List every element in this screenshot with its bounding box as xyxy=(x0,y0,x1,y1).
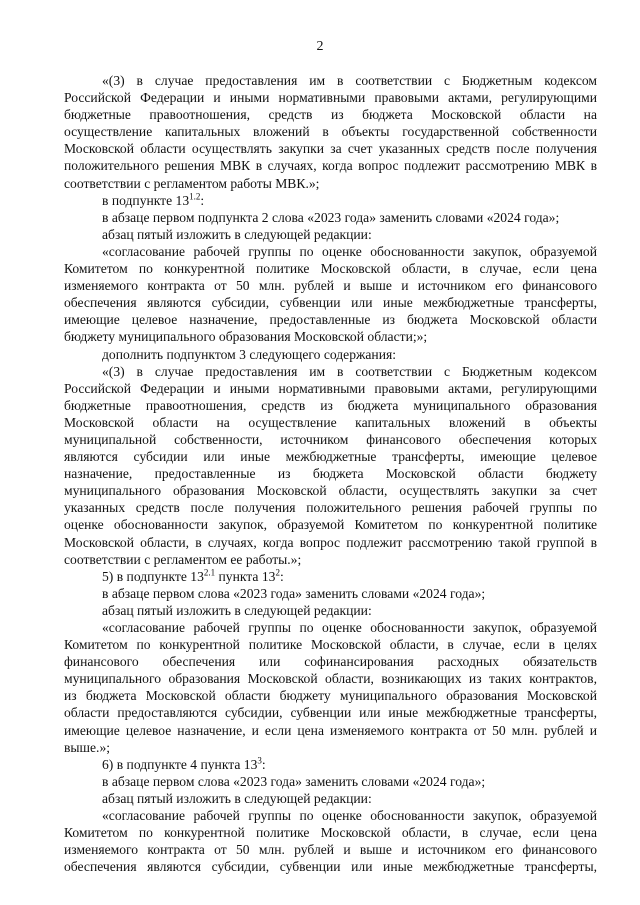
line-text: выше.»; xyxy=(64,739,111,755)
text-line xyxy=(64,602,597,619)
text-line xyxy=(64,756,597,773)
line-text: муниципального образования Московской области, осуществлять закупки за счет xyxy=(64,483,597,499)
text-line xyxy=(64,294,597,311)
line-text: «согласование рабочей группы по оценке обоснованности закупок, образуемой xyxy=(102,620,597,635)
text-line xyxy=(64,704,597,721)
line-text: бюджету муниципального образования Московской области;»; xyxy=(64,329,428,345)
text-line xyxy=(64,568,597,585)
text-line xyxy=(64,773,597,790)
line-text: «(3) в случае предоставления им в соответствии с Бюджетным кодексом xyxy=(102,363,597,379)
line-text: из бюджета Московской области бюджету муниципального образования Московской xyxy=(64,688,597,704)
line-text: в подпункте 13 xyxy=(102,192,190,208)
text-line xyxy=(64,243,597,260)
line-text-tail: : xyxy=(200,192,205,208)
line-text: Комитетом по конкурентной политике Московской области, в случае, если цена xyxy=(64,825,597,841)
text-line xyxy=(64,516,597,533)
line-text: «согласование рабочей группы по оценке обоснованности закупок, образуемой xyxy=(102,808,597,824)
text-line xyxy=(64,670,597,687)
text-line xyxy=(64,431,597,448)
text-line xyxy=(64,858,597,875)
line-text: обеспечения являются субсидии, субвенции или иные межбюджетные трансферты, xyxy=(64,859,597,875)
text-line xyxy=(64,72,597,89)
text-line xyxy=(64,653,597,670)
text-line xyxy=(64,619,597,636)
line-text: бюджетные правоотношения, средств из бюджета Московской области на xyxy=(64,107,597,123)
line-text: 6) в подпункте 4 пункта 13 xyxy=(102,756,258,772)
superscript: 3 xyxy=(257,755,262,766)
line-text: положительного решения МВК в случаях, когда вопрос подлежит рассмотрению МВК в xyxy=(64,158,597,174)
page-number: 2 xyxy=(316,39,324,54)
line-text: Российской Федерации и иными нормативными правовыми актами, регулирующими xyxy=(64,380,597,396)
text-line xyxy=(64,841,597,858)
text-line xyxy=(64,226,597,243)
line-text: области предоставляются субсидии, субвенции или иные межбюджетные трансферты, xyxy=(64,705,597,721)
text-line xyxy=(64,106,597,123)
text-line xyxy=(64,346,597,363)
line-text: соответствии с регламентом работы МВК.»; xyxy=(64,175,320,191)
line-text: обеспечения являются субсидии, субвенции или иные межбюджетные трансферты, xyxy=(64,295,597,311)
line-text: имеющие целевое назначение, предоставленные из бюджета Московской области xyxy=(64,312,597,328)
text-line xyxy=(64,722,597,739)
text-line xyxy=(64,277,597,294)
line-text: изменяемого контракта от 50 млн. рублей и выше и источником его финансового xyxy=(64,278,597,294)
text-line xyxy=(64,175,597,192)
text-line xyxy=(64,89,597,106)
line-text: 5) в подпункте 13 xyxy=(102,568,204,584)
line-text: осуществление капитальных вложений в объекты государственной собственности xyxy=(64,124,597,140)
text-line xyxy=(64,807,597,824)
line-text: оценке обоснованности закупок, образуемой Комитетом по конкурентной политике xyxy=(64,517,597,533)
text-line xyxy=(64,534,597,551)
superscript: 1.2 xyxy=(189,191,201,202)
line-text: Московской области на осуществление капитальных вложений в объекты xyxy=(64,414,597,430)
line-text: абзац пятый изложить в следующей редакции: xyxy=(102,602,372,618)
line-text: Комитетом по конкурентной политике Московской области, в случае, если цена xyxy=(64,261,597,277)
text-line xyxy=(64,448,597,465)
text-line xyxy=(64,157,597,174)
line-text-tail: : xyxy=(261,756,266,772)
line-text: в абзаце первом слова «2023 года» заменить словами «2024 года»; xyxy=(102,585,486,601)
line-text: изменяемого контракта от 50 млн. рублей и выше и источником его финансового xyxy=(64,842,597,858)
line-text: абзац пятый изложить в следующей редакции: xyxy=(102,790,372,806)
text-line xyxy=(64,585,597,602)
text-line xyxy=(64,739,597,756)
text-line xyxy=(64,260,597,277)
text-line xyxy=(64,140,597,157)
text-line xyxy=(64,380,597,397)
line-text: Комитетом по конкурентной политике Московской области, в случае, если в целях xyxy=(64,637,597,653)
text-line xyxy=(64,328,597,345)
text-line xyxy=(64,636,597,653)
line-text: Московской области, в случаях, когда вопрос подлежит рассмотрению такой группой в xyxy=(64,534,597,550)
line-text: Московской области осуществлять закупки за счет указанных средств после получения xyxy=(64,141,597,157)
text-line xyxy=(64,824,597,841)
line-text: в абзаце первом подпункта 2 слова «2023 года» заменить словами «2024 года»; xyxy=(102,209,560,225)
text-line xyxy=(64,123,597,140)
line-text: абзац пятый изложить в следующей редакции: xyxy=(102,226,372,242)
line-text: указанных средств после получения положительного решения рабочей группы по xyxy=(64,500,597,516)
line-text: назначение, предоставленные из бюджета Московской области бюджету xyxy=(64,466,597,482)
text-line xyxy=(64,551,597,568)
document-body xyxy=(64,72,597,875)
line-text: «согласование рабочей группы по оценке обоснованности закупок, образуемой xyxy=(102,243,597,259)
text-line xyxy=(64,499,597,516)
text-line xyxy=(64,397,597,414)
text-line xyxy=(64,363,597,380)
text-line xyxy=(64,311,597,328)
line-text: имеющие целевое назначение, и если цена изменяемого контракта от 50 млн. рублей и xyxy=(64,722,597,738)
text-line xyxy=(64,192,597,209)
line-text: в абзаце первом слова «2023 года» заменить словами «2024 года»; xyxy=(102,773,486,789)
line-text: муниципального образования Московской области, возникающих из таких контрактов, xyxy=(64,671,597,687)
line-text: дополнить подпунктом 3 следующего содержания: xyxy=(102,346,397,362)
line-text: Российской Федерации и иными нормативными правовыми актами, регулирующими xyxy=(64,90,597,106)
text-line xyxy=(64,414,597,431)
line-text-tail: : xyxy=(279,568,284,584)
text-line xyxy=(64,687,597,704)
superscript: 2 xyxy=(275,567,280,578)
line-text: являются субсидии или иные межбюджетные трансферты, имеющие целевое xyxy=(64,449,597,465)
text-line xyxy=(64,209,597,226)
line-text-tail: пункта 13 xyxy=(215,568,276,584)
line-text: «(3) в случае предоставления им в соответствии с Бюджетным кодексом xyxy=(102,73,597,88)
line-text: соответствии с регламентом ее работы.»; xyxy=(64,551,302,567)
text-line xyxy=(64,790,597,807)
superscript: 2.1 xyxy=(203,567,216,578)
text-line xyxy=(64,482,597,499)
line-text: муниципальной собственности, источником финансового обеспечения которых xyxy=(64,431,597,447)
line-text: финансового обеспечения или софинансирования расходных обязательств xyxy=(64,654,597,670)
line-text: бюджетные правоотношения, средств из бюджета муниципального образования xyxy=(64,397,597,413)
text-line xyxy=(64,465,597,482)
